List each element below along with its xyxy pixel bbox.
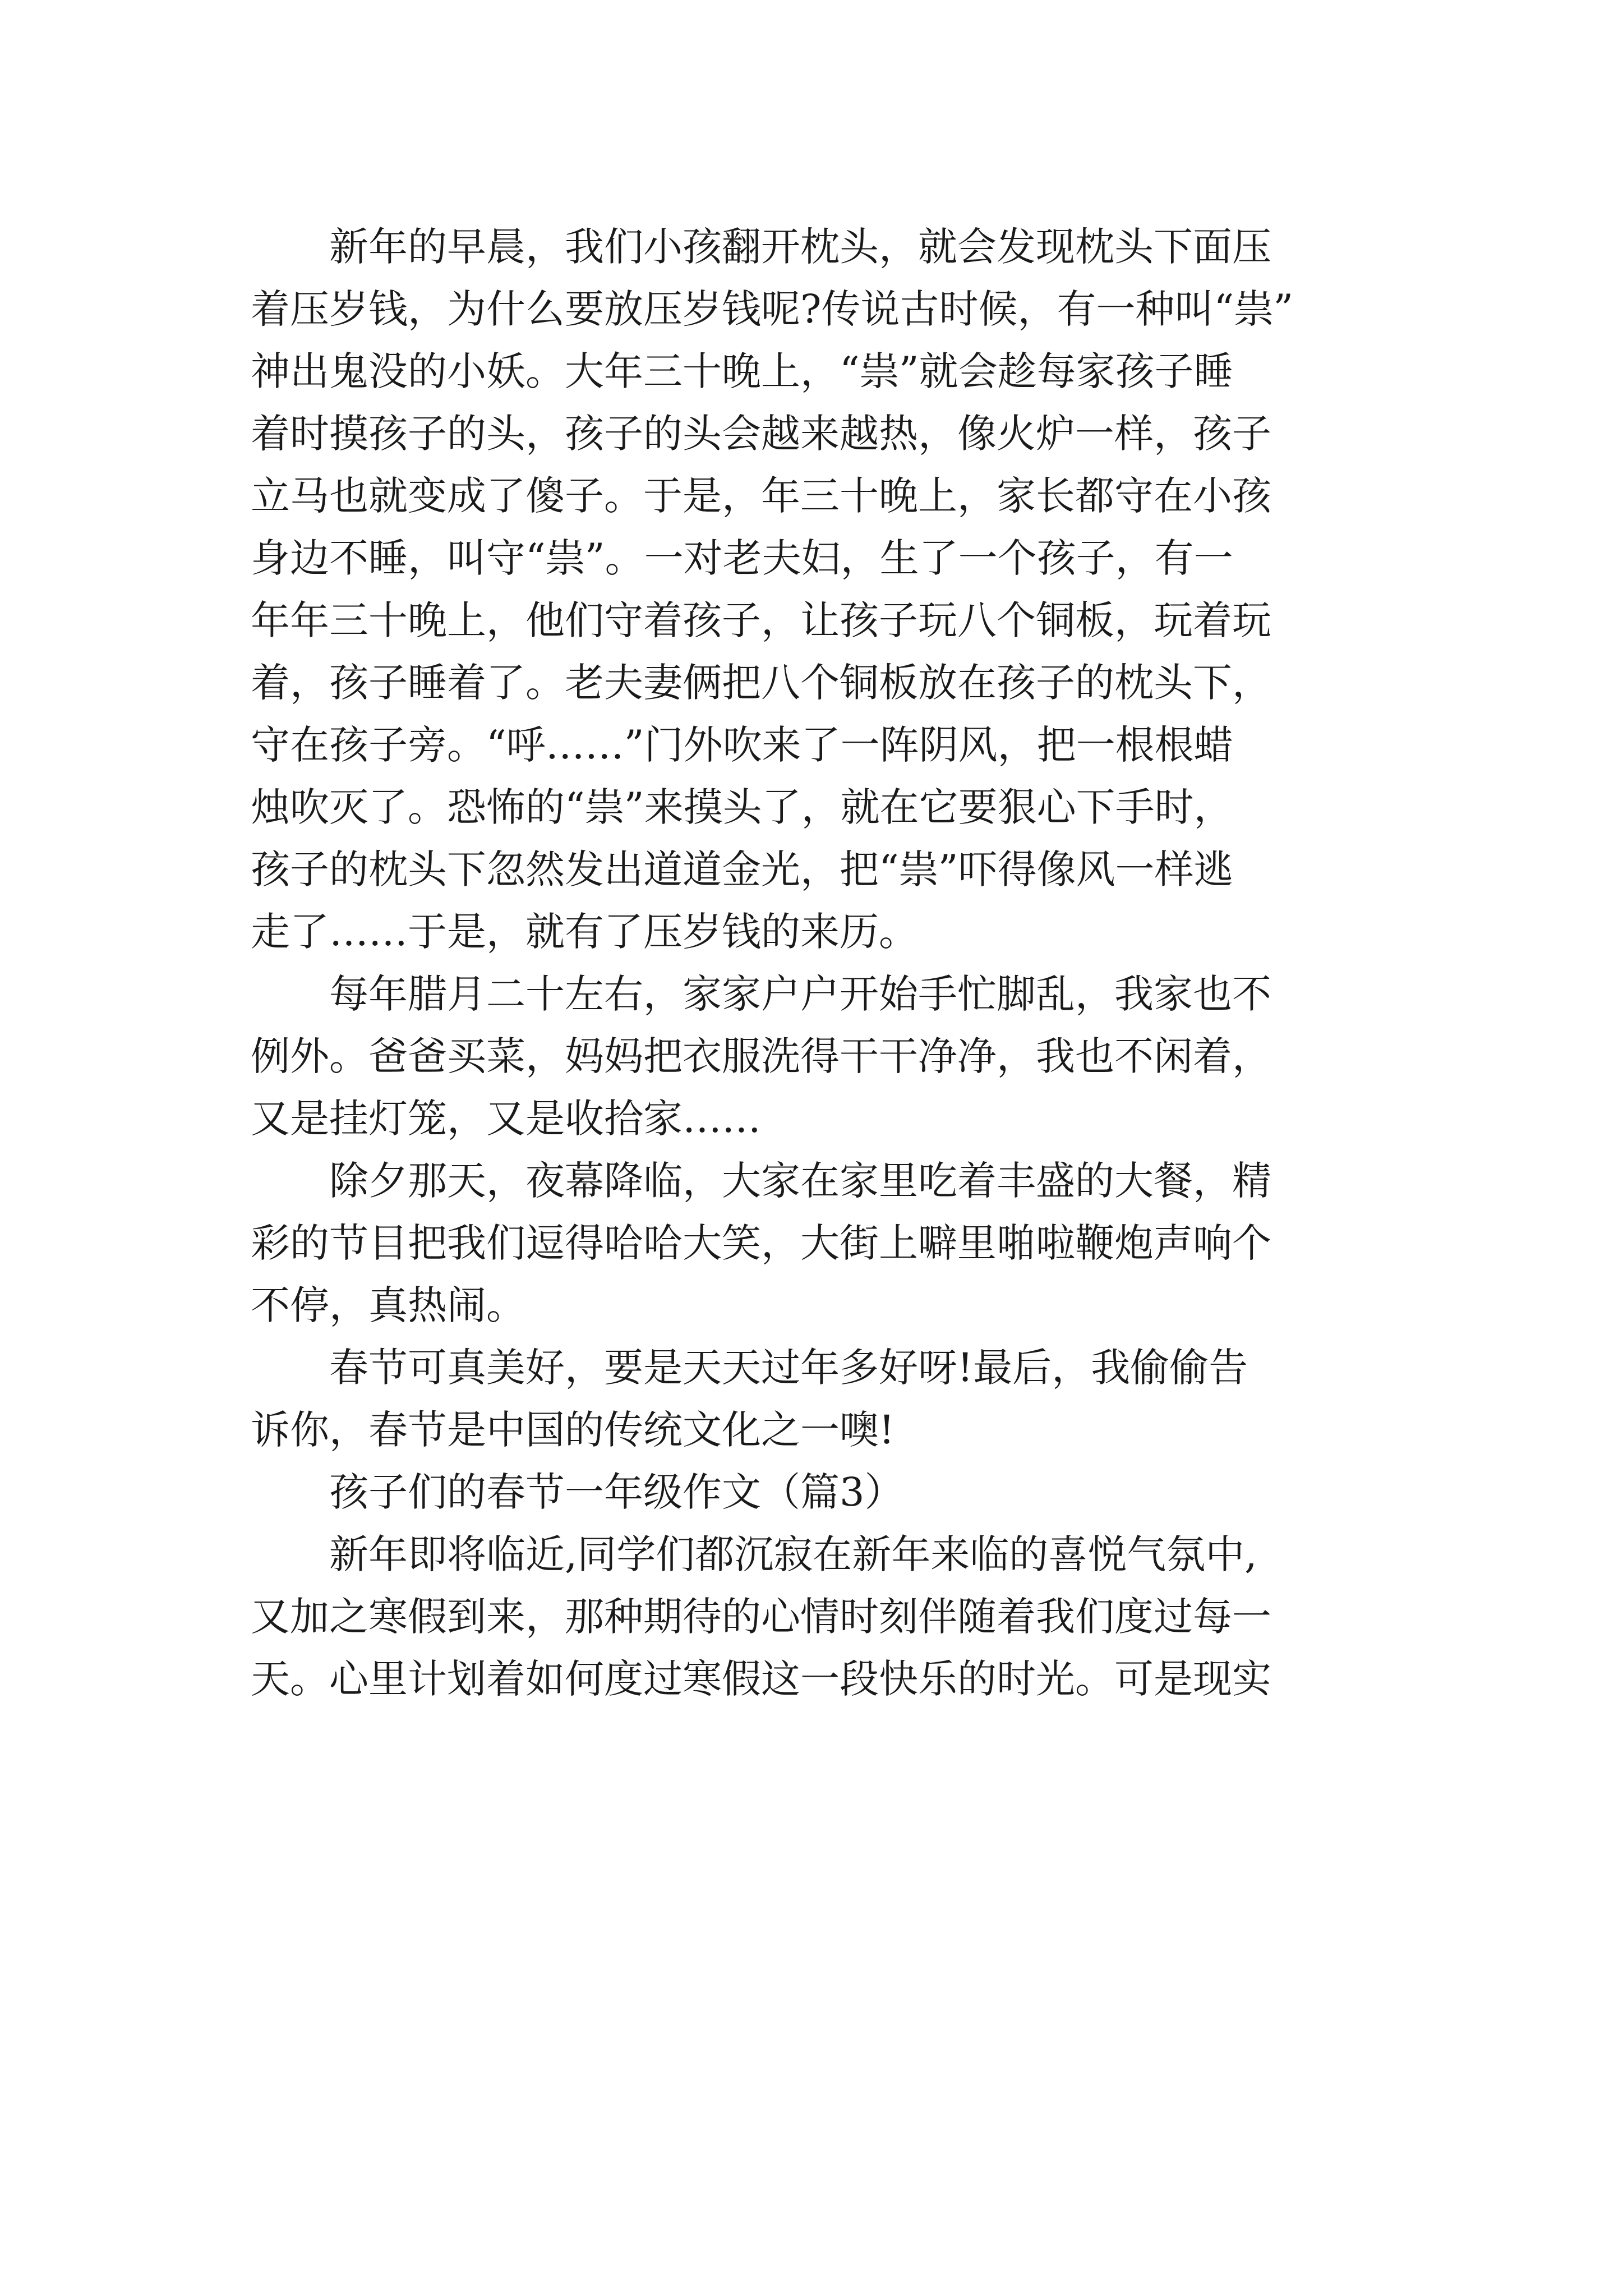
text-line: 又加之寒假到来，那种期待的心情时刻伴随着我们度过每一 — [251, 1594, 1271, 1640]
text-line: 新年的早晨，我们小孩翻开枕头，就会发现枕头下面压 — [251, 224, 1271, 270]
text-line: 走了……于是，就有了压岁钱的来历。 — [251, 909, 918, 955]
text-line: 除夕那天，夜幕降临，大家在家里吃着丰盛的大餐，精 — [251, 1158, 1271, 1204]
text-line: 烛吹灭了。恐怖的“祟”来摸头了，就在它要狠心下手时， — [251, 784, 1233, 830]
text-line: 不停，真热闹。 — [251, 1282, 525, 1328]
text-line: 例外。爸爸买菜，妈妈把衣服洗得干干净净，我也不闲着， — [251, 1033, 1271, 1079]
text-line: 天。心里计划着如何度过寒假这一段快乐的时光。可是现实 — [251, 1656, 1271, 1702]
text-line: 神出鬼没的小妖。大年三十晚上，“祟”就会趁每家孩子睡 — [251, 348, 1233, 394]
text-line: 着，孩子睡着了。老夫妻俩把八个铜板放在孩子的枕头下， — [251, 660, 1271, 706]
text-line: 着时摸孩子的头，孩子的头会越来越热，像火炉一样，孩子 — [251, 411, 1271, 457]
text-line: 每年腊月二十左右，家家户户开始手忙脚乱，我家也不 — [251, 971, 1271, 1017]
text-line: 着压岁钱，为什么要放压岁钱呢?传说古时候，有一种叫“祟” — [251, 286, 1294, 332]
text-line: 年年三十晚上，他们守着孩子，让孩子玩八个铜板，玩着玩 — [251, 597, 1271, 643]
section-heading: 孩子们的春节一年级作文（篇3） — [251, 1469, 904, 1515]
text-line: 孩子的枕头下忽然发出道道金光，把“祟”吓得像风一样逃 — [251, 846, 1233, 892]
text-line: 又是挂灯笼，又是收拾家…… — [251, 1096, 761, 1142]
text-line: 诉你，春节是中国的传统文化之一噢! — [251, 1407, 895, 1453]
text-line: 身边不睡，叫守“祟”。一对老夫妇，生了一个孩子，有一 — [251, 535, 1233, 581]
text-line: 春节可真美好，要是天天过年多好呀!最后，我偷偷告 — [251, 1345, 1248, 1391]
text-line: 守在孩子旁。“呼……”门外吹来了一阵阴风，把一根根蜡 — [251, 722, 1233, 768]
text-line: 立马也就变成了傻子。于是，年三十晚上，家长都守在小孩 — [251, 473, 1271, 519]
text-line: 彩的节目把我们逗得哈哈大笑，大街上噼里啪啦鞭炮声响个 — [251, 1220, 1271, 1266]
text-line: 新年即将临近,同学们都沉寂在新年来临的喜悦气氛中, — [251, 1531, 1257, 1577]
